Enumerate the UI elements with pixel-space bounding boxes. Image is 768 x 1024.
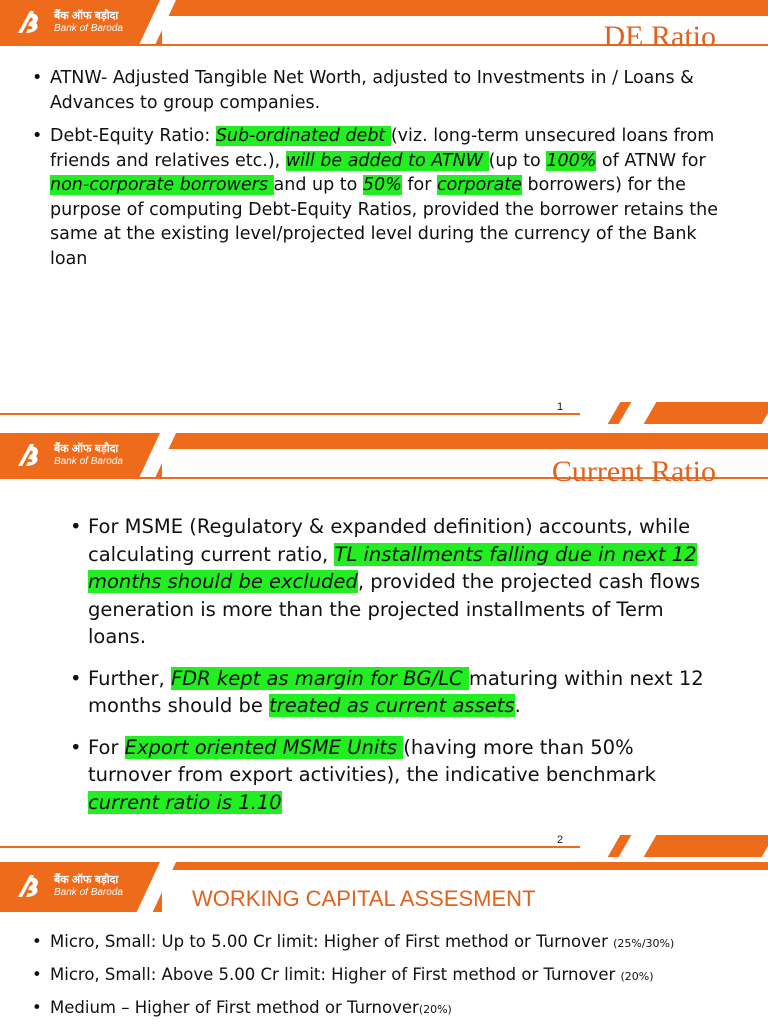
highlight: FDR kept as margin for BG/LC — [170, 666, 469, 690]
slide-header — [0, 0, 768, 53]
logo-text-hindi: बैंक ऑफ बड़ौदा — [54, 443, 119, 456]
bullet-item: • Debt-Equity Ratio: Sub-ordinated debt (viz. long-term unsecured loans from friends and relatives etc.), will be added to ATNW (up to 100% of ATNW for non-corporate borrowers and up to 50% for corporate borrowers) for the purpose of computing Debt-Equity Ratios, provided the borrower retains the same at the existing level/projected level during the currency of the Bank loan — [24, 124, 736, 271]
highlight: 50% — [362, 175, 402, 195]
page-number: 1 — [557, 401, 564, 413]
highlight: current ratio is 1.10 — [88, 790, 282, 814]
logo-text-hindi: बैंक ऑफ बड़ौदा — [54, 874, 119, 887]
bullet-item: • ATNW- Adjusted Tangible Net Worth, adjusted to Investments in / Loans & Advances to group companies. — [24, 66, 736, 115]
bullet-item: • Micro, Small: Up to 5.00 Cr limit: Higher of First method or Turnover (25%/30%) — [24, 926, 754, 959]
slide-content — [62, 513, 722, 816]
slide-current-ratio — [0, 433, 768, 857]
bank-of-baroda-logo-icon — [14, 440, 48, 470]
highlight: treated as current assets — [269, 694, 515, 717]
bank-of-baroda-logo-icon — [14, 7, 48, 37]
page-number: 2 — [557, 834, 564, 846]
highlight: TL installments falling due in next 12 months should be excluded — [88, 542, 697, 593]
logo-text-english: Bank of Baroda — [54, 886, 123, 898]
slide-content — [24, 926, 754, 1024]
bullet-item: • Medium – Higher of First method or Turnover(20%) — [24, 992, 754, 1024]
slide-title: Current Ratio — [551, 455, 716, 488]
bank-logo — [14, 6, 123, 38]
slide-footer — [0, 402, 768, 424]
bullet-item: • Further, FDR kept as margin for BG/LC maturing within next 12 months should be treated as current assets. — [62, 665, 722, 720]
highlight: 100% — [546, 150, 597, 171]
bank-logo — [14, 439, 123, 471]
logo-text-hindi: बैंक ऑफ बड़ौदा — [54, 10, 119, 23]
slide-de-ratio — [0, 0, 768, 430]
highlight: corporate — [437, 175, 522, 195]
slide-title: DE Ratio — [603, 20, 716, 53]
bank-of-baroda-logo-icon — [14, 871, 48, 901]
slide-content — [24, 66, 736, 271]
slide-header — [0, 433, 768, 488]
slide-title: WORKING CAPITAL ASSESMENT — [192, 886, 536, 911]
logo-text-english: Bank of Baroda — [54, 22, 123, 34]
bullet-item: • Micro, Small: Above 5.00 Cr limit: Higher of First method or Turnover (20%) — [24, 959, 754, 992]
slide-working-capital — [0, 862, 768, 1024]
bullet-item: • For Export oriented MSME Units (having more than 50% turnover from export activities), the indicative benchmark current ratio is 1.10 — [62, 734, 722, 817]
highlight: non-corporate borrowers — [50, 175, 274, 195]
bank-logo — [14, 870, 123, 902]
highlight: will be added to ATNW — [285, 150, 489, 171]
slide-footer — [0, 835, 768, 857]
highlight: Export oriented MSME Units — [124, 735, 404, 759]
highlight: Sub-ordinated debt — [215, 126, 391, 146]
bullet-item: • For MSME (Regulatory & expanded definition) accounts, while calculating current ratio, TL installments falling due in next 12 months should be excluded, provided the projected cash flows generation is more than the projected installments of Term loans. — [62, 513, 722, 651]
logo-text-english: Bank of Baroda — [54, 455, 123, 467]
slide-header — [0, 862, 768, 912]
